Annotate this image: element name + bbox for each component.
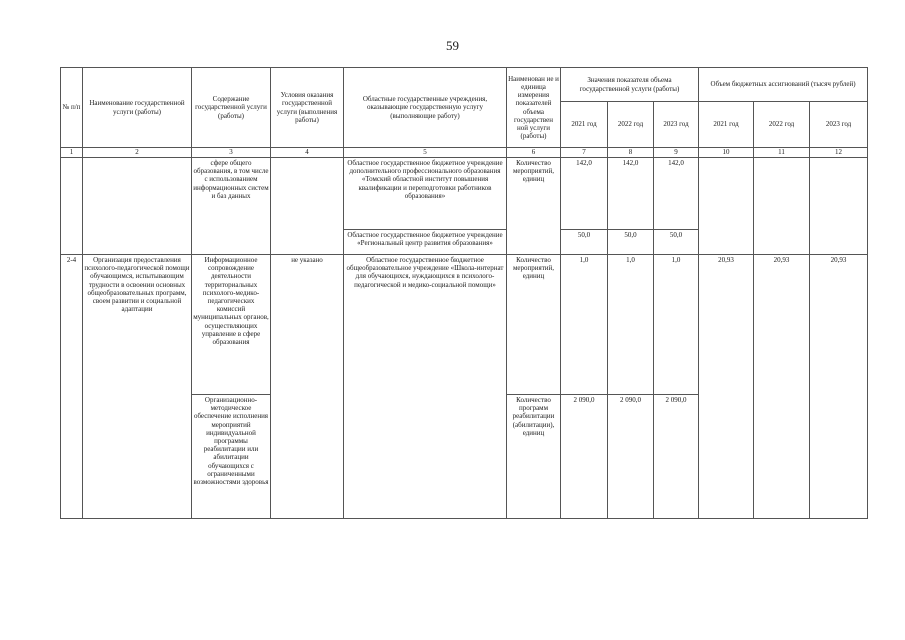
- cell-conditions: [271, 158, 344, 255]
- cell-service-content: Организационно-методическое обеспечение исполнения мероприятий индивидуальной программы реабилитации или абилитации обучающихся с ограниченными возможностями здоровья: [192, 395, 271, 519]
- column-number: 4: [271, 148, 344, 158]
- cell-value-2023: 142,0: [654, 158, 699, 230]
- cell-budget-2021: [699, 158, 754, 255]
- column-number: 12: [810, 148, 868, 158]
- cell-budget-2023: [810, 158, 868, 255]
- table-row: [61, 255, 868, 395]
- header-year: 2021 год: [699, 102, 754, 148]
- cell-value-2022: 2 090,0: [608, 395, 654, 519]
- cell-value-2021: 50,0: [561, 230, 608, 255]
- cell-budget-2023: 20,93: [810, 255, 868, 519]
- header-indicator-unit: Наименован ие и единица измерения показателей объема государствен ной услуги (работы): [507, 68, 561, 148]
- cell-service-content: Информационное сопровождение деятельности территориальных психолого-медико-педагогических комиссий муниципальных органов, осуществляющих управление в сфере образования: [192, 255, 271, 395]
- cell-value-2021: 1,0: [561, 255, 608, 395]
- services-table: [60, 67, 868, 519]
- cell-indicator-unit: Количество программ реабилитации (абилитации), единиц: [507, 395, 561, 519]
- header-year: 2023 год: [810, 102, 868, 148]
- header-number: № п/п: [61, 68, 83, 148]
- cell-indicator-unit: Количество мероприятий, единиц: [507, 158, 561, 255]
- table-row: [61, 158, 868, 230]
- cell-institution: Областное государственное бюджетное учреждение «Региональный центр развития образования»: [344, 230, 507, 255]
- cell-indicator-unit: Количество мероприятий, единиц: [507, 255, 561, 395]
- header-institutions: Областные государственные учреждения, оказывающие государственную услугу (выполняющие работу): [344, 68, 507, 148]
- cell-conditions: не указано: [271, 255, 344, 519]
- column-number: 2: [83, 148, 192, 158]
- cell-budget-2022: [754, 158, 810, 255]
- cell-service-name: Организация предоставления психолого-педагогической помощи обучающимся, испытывающим трудности в освоении основных общеобразовательных программ, своем развитии и социальной адаптации: [83, 255, 192, 519]
- cell-value-2023: 1,0: [654, 255, 699, 395]
- cell-institution: Областное государственное бюджетное общеобразовательное учреждение «Школа-интернат для обучающихся, нуждающихся в психолого-педагогической и медико-социальной помощи»: [344, 255, 507, 519]
- cell-value-2022: 1,0: [608, 255, 654, 395]
- cell-value-2021: 2 090,0: [561, 395, 608, 519]
- cell-number: 2-4: [61, 255, 83, 519]
- cell-number: [61, 158, 83, 255]
- column-number: 9: [654, 148, 699, 158]
- cell-value-2022: 50,0: [608, 230, 654, 255]
- column-number: 7: [561, 148, 608, 158]
- cell-institution: Областное государственное бюджетное учреждение дополнительного профессионального образования «Томский областной институт повышения квалификации и переподготовки работников образования»: [344, 158, 507, 230]
- header-service-name: Наименование государственной услуги (работы): [83, 68, 192, 148]
- header-year: 2022 год: [608, 102, 654, 148]
- column-number: 6: [507, 148, 561, 158]
- cell-service-name: [83, 158, 192, 255]
- header-conditions: Условия оказания государственной услуги (выполнения работы): [271, 68, 344, 148]
- cell-budget-2022: 20,93: [754, 255, 810, 519]
- header-service-content: Содержание государственной услуги (работы): [192, 68, 271, 148]
- cell-value-2023: 50,0: [654, 230, 699, 255]
- column-number: 8: [608, 148, 654, 158]
- cell-value-2022: 142,0: [608, 158, 654, 230]
- column-number: 5: [344, 148, 507, 158]
- header-year: 2023 год: [654, 102, 699, 148]
- header-budget: Объем бюджетных ассигнований (тысяч рублей): [699, 68, 868, 102]
- column-number: 10: [699, 148, 754, 158]
- cell-value-2023: 2 090,0: [654, 395, 699, 519]
- column-number: 1: [61, 148, 83, 158]
- header-year: 2021 год: [561, 102, 608, 148]
- header-year: 2022 год: [754, 102, 810, 148]
- cell-budget-2021: 20,93: [699, 255, 754, 519]
- cell-service-content: сфере общего образования, в том числе с использованием информационных систем и баз данных: [192, 158, 271, 255]
- cell-value-2021: 142,0: [561, 158, 608, 230]
- page-number: 59: [446, 38, 459, 53]
- header-volume-values: Значения показателя объема государственной услуги (работы): [561, 68, 699, 102]
- column-number: 3: [192, 148, 271, 158]
- column-number: 11: [754, 148, 810, 158]
